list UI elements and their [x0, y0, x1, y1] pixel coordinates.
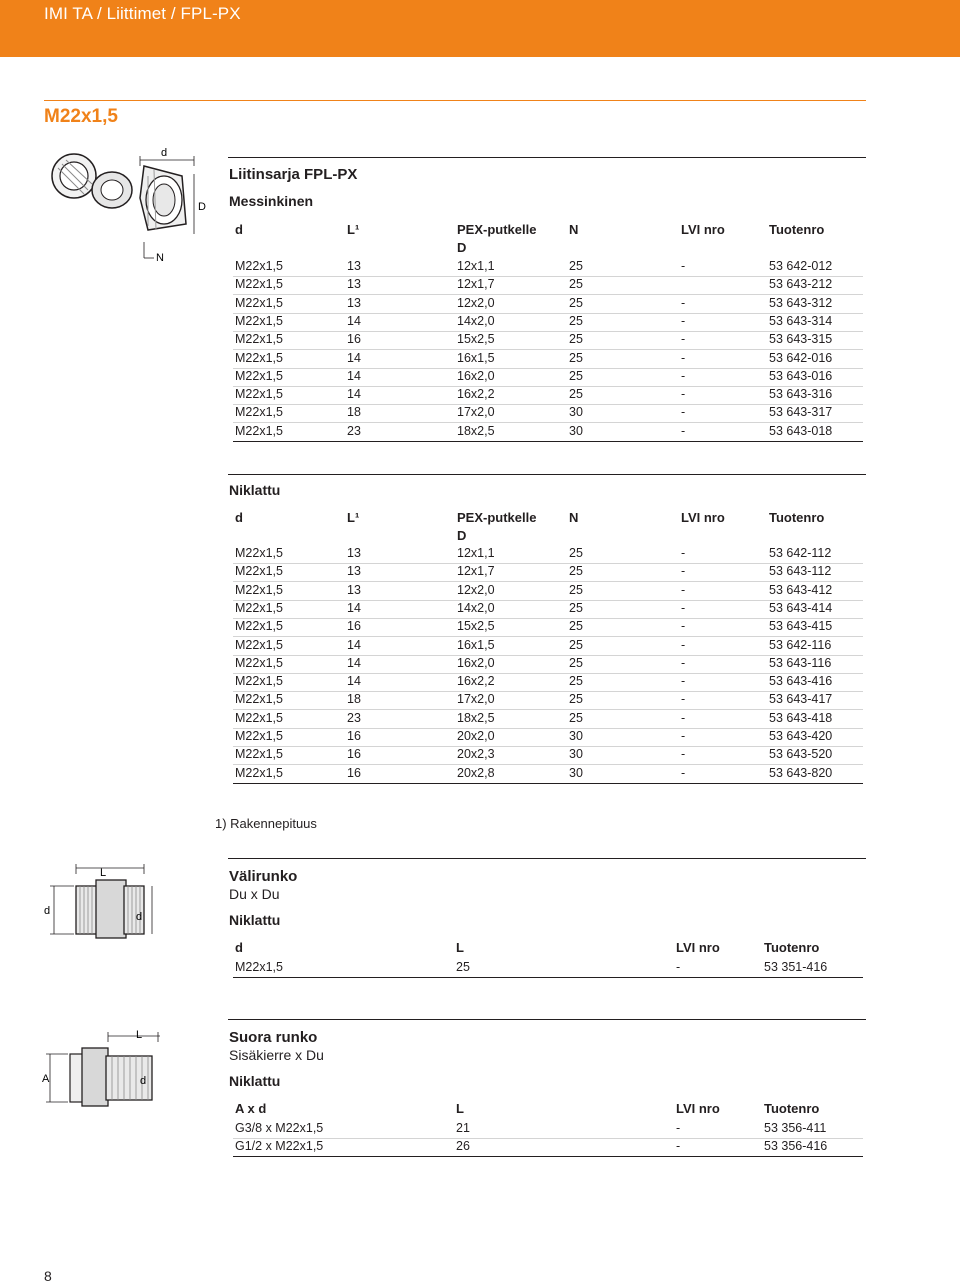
- table-cell: 14: [347, 637, 361, 652]
- table-row: [233, 563, 863, 582]
- table-cell: -: [681, 564, 686, 579]
- table-cell: 12x2,0: [457, 295, 495, 310]
- table-cell: 12x1,7: [457, 564, 495, 579]
- col-pex: PEX-putkelle: [457, 222, 537, 237]
- table-cell: -: [681, 747, 686, 762]
- diagram-label-d-right: d: [136, 911, 143, 923]
- table-cell: -: [681, 368, 686, 383]
- diagram-label-d-left: d: [44, 905, 51, 917]
- table-cell: 16x2,2: [457, 674, 495, 689]
- table-cell: 30: [569, 405, 583, 420]
- table-cell: 13: [347, 295, 361, 310]
- col-tuotenro: Tuotenro: [769, 222, 825, 237]
- table-cell: 53 643-520: [769, 747, 833, 762]
- table-cell: 53 643-316: [769, 387, 833, 402]
- material-label: Niklattu: [229, 482, 281, 498]
- diagram-label-D: D: [198, 201, 206, 213]
- section-subtitle: Sisäkierre x Du: [229, 1047, 324, 1063]
- col-tuotenro: Tuotenro: [764, 940, 820, 955]
- table-cell: -: [681, 313, 686, 328]
- table-cell: 14: [347, 313, 361, 328]
- section-divider: [228, 858, 866, 859]
- table-cell: -: [681, 295, 686, 310]
- table-cell: M22x1,5: [235, 619, 283, 634]
- table-cell: 30: [569, 423, 583, 438]
- table-cell: 16: [347, 332, 361, 347]
- table-cell: M22x1,5: [235, 960, 283, 974]
- section-divider: [228, 157, 866, 158]
- table-cell: 16: [347, 619, 361, 634]
- table-cell: 25: [569, 350, 583, 365]
- table-cell: 25: [569, 387, 583, 402]
- table-cell: 30: [569, 729, 583, 743]
- table-cell: 13: [347, 564, 361, 579]
- col-pex-d: D: [457, 240, 467, 255]
- material-label: Niklattu: [229, 1073, 281, 1089]
- table-cell: 13: [347, 259, 361, 273]
- col-d: d: [235, 510, 243, 525]
- table-row: [233, 331, 863, 350]
- table-row: [233, 673, 863, 692]
- table-cell: M22x1,5: [235, 295, 283, 310]
- table-cell: 53 643-420: [769, 729, 833, 743]
- diagram-label-d: d: [140, 1075, 147, 1087]
- col-tuotenro: Tuotenro: [769, 510, 825, 525]
- valirunko-diagram: [40, 862, 160, 942]
- table-cell: -: [681, 692, 686, 707]
- table-cell: M22x1,5: [235, 747, 283, 762]
- table-cell: M22x1,5: [235, 655, 283, 670]
- table-cell: 25: [569, 564, 583, 579]
- table-cell: 53 351-416: [764, 960, 828, 974]
- table-row: [233, 618, 863, 637]
- table-row: [233, 1138, 863, 1157]
- table-cell: 14: [347, 600, 361, 615]
- table-cell: M22x1,5: [235, 313, 283, 328]
- table-cell: 53 642-016: [769, 350, 833, 365]
- table-cell: 16x2,0: [457, 368, 495, 383]
- table-cell: 53 643-018: [769, 423, 833, 438]
- clamp-ring-icon: [92, 172, 132, 208]
- section-title: Suora runko: [229, 1029, 318, 1046]
- table-cell: 26: [456, 1139, 470, 1154]
- table-cell: 53 643-317: [769, 405, 833, 420]
- table-cell: 30: [569, 765, 583, 780]
- diagram-label-N: N: [156, 252, 164, 262]
- table-cell: 53 643-416: [769, 674, 833, 689]
- fitting-nut-small-icon: [52, 154, 96, 198]
- table-cell: M22x1,5: [235, 350, 283, 365]
- table-cell: 13: [347, 582, 361, 597]
- table-cell: M22x1,5: [235, 368, 283, 383]
- table-row: [233, 746, 863, 765]
- col-pex: PEX-putkelle: [457, 510, 537, 525]
- table-cell: M22x1,5: [235, 405, 283, 420]
- table-cell: M22x1,5: [235, 423, 283, 438]
- table-cell: -: [681, 332, 686, 347]
- table-cell: 25: [569, 313, 583, 328]
- table-cell: -: [681, 655, 686, 670]
- table-cell: -: [681, 765, 686, 780]
- table-cell: M22x1,5: [235, 637, 283, 652]
- table-cell: M22x1,5: [235, 277, 283, 292]
- table-cell: 16: [347, 729, 361, 743]
- table-header: [235, 221, 863, 239]
- table-cell: 53 642-112: [769, 546, 832, 560]
- table-row: [233, 276, 863, 295]
- table-cell: 16x1,5: [457, 350, 495, 365]
- section-divider: [228, 474, 866, 475]
- col-l: L: [456, 1101, 464, 1116]
- table-row: [233, 637, 863, 656]
- table-cell: 18x2,5: [457, 710, 495, 725]
- table-row: [233, 655, 863, 674]
- table-cell: 15x2,5: [457, 332, 495, 347]
- table-cell: 53 643-314: [769, 313, 833, 328]
- table-cell: 25: [569, 600, 583, 615]
- table-header: [235, 509, 863, 527]
- table-cell: 25: [569, 259, 583, 273]
- table-cell: 53 643-412: [769, 582, 833, 597]
- col-lvi: LVI nro: [681, 510, 725, 525]
- table-cell: M22x1,5: [235, 600, 283, 615]
- table-row: [233, 350, 863, 369]
- table-row: [233, 765, 863, 784]
- table-cell: 25: [569, 277, 583, 292]
- table-row: [233, 545, 863, 564]
- table-cell: 53 356-411: [764, 1121, 827, 1135]
- table-cell: -: [676, 1139, 681, 1154]
- diagram-label-L: L: [100, 867, 107, 879]
- table-cell: -: [676, 1121, 681, 1135]
- col-l: L¹: [347, 510, 360, 525]
- table-cell: -: [681, 637, 686, 652]
- table-cell: -: [681, 259, 686, 273]
- table-cell: 12x1,7: [457, 277, 495, 292]
- table-cell: 14: [347, 387, 361, 402]
- table-cell: 16x2,2: [457, 387, 495, 402]
- table-cell: G3/8 x M22x1,5: [235, 1121, 324, 1135]
- diagram-label-d: d: [160, 147, 168, 159]
- table-cell: 25: [569, 368, 583, 383]
- table-row: [233, 313, 863, 332]
- table-cell: 25: [569, 637, 583, 652]
- table-cell: 53 643-112: [769, 564, 832, 579]
- table-cell: M22x1,5: [235, 692, 283, 707]
- table-cell: 21: [456, 1121, 470, 1135]
- table-cell: 53 643-414: [769, 600, 833, 615]
- table-cell: 53 643-315: [769, 332, 833, 347]
- col-d: d: [235, 940, 243, 955]
- table-cell: 53 643-415: [769, 619, 833, 634]
- table-cell: 25: [569, 692, 583, 707]
- table-cell: 13: [347, 546, 361, 560]
- table-row: [233, 404, 863, 423]
- table-cell: M22x1,5: [235, 387, 283, 402]
- table-cell: -: [681, 710, 686, 725]
- section-title: Liitinsarja FPL-PX: [229, 166, 358, 183]
- col-n: N: [569, 510, 579, 525]
- table-cell: 18: [347, 405, 361, 420]
- table-cell: M22x1,5: [235, 729, 283, 743]
- title-divider: [44, 100, 866, 101]
- table-cell: 14x2,0: [457, 600, 495, 615]
- fitting-set-diagram: [44, 146, 216, 262]
- table-cell: M22x1,5: [235, 546, 283, 560]
- table-row: [233, 386, 863, 405]
- table-cell: 53 643-418: [769, 710, 833, 725]
- page-number: 8: [44, 1268, 52, 1284]
- table-cell: G1/2 x M22x1,5: [235, 1139, 324, 1154]
- table-cell: 25: [456, 960, 470, 974]
- material-label: Niklattu: [229, 912, 281, 928]
- section-title: Välirunko: [229, 868, 298, 885]
- table-cell: -: [681, 619, 686, 634]
- table-cell: 12x2,0: [457, 582, 495, 597]
- table-cell: M22x1,5: [235, 582, 283, 597]
- table-row: [233, 258, 863, 277]
- table-cell: 14: [347, 368, 361, 383]
- table-row: [233, 582, 863, 601]
- table-cell: -: [676, 960, 681, 974]
- table-cell: M22x1,5: [235, 259, 283, 273]
- table-cell: 16x1,5: [457, 637, 495, 652]
- table-cell: 30: [569, 747, 583, 762]
- diagram-label-A: A: [42, 1073, 50, 1085]
- col-pex-d: D: [457, 528, 467, 543]
- col-l: L¹: [347, 222, 360, 237]
- table-cell: -: [681, 582, 686, 597]
- breadcrumb: IMI TA / Liittimet / FPL-PX: [44, 4, 241, 23]
- table-row: [233, 368, 863, 387]
- table-cell: 16: [347, 747, 361, 762]
- col-tuotenro: Tuotenro: [764, 1101, 820, 1116]
- table-row: [233, 728, 863, 747]
- table-cell: 23: [347, 423, 361, 438]
- table-cell: 17x2,0: [457, 405, 495, 420]
- table-cell: 25: [569, 295, 583, 310]
- table-cell: 53 642-116: [769, 637, 832, 652]
- table-cell: 17x2,0: [457, 692, 495, 707]
- table-cell: 53 356-416: [764, 1139, 828, 1154]
- table-cell: 20x2,0: [457, 729, 495, 743]
- table-cell: 53 643-116: [769, 655, 832, 670]
- table-cell: M22x1,5: [235, 674, 283, 689]
- table-cell: 20x2,8: [457, 765, 495, 780]
- table-cell: 15x2,5: [457, 619, 495, 634]
- table-cell: 53 643-820: [769, 765, 833, 780]
- table-row: [233, 691, 863, 710]
- table-cell: M22x1,5: [235, 710, 283, 725]
- table-cell: 25: [569, 332, 583, 347]
- col-lvi: LVI nro: [676, 1101, 720, 1116]
- table-cell: M22x1,5: [235, 765, 283, 780]
- table-row: [233, 423, 863, 442]
- section-divider: [228, 1019, 866, 1020]
- table-cell: 14: [347, 674, 361, 689]
- table-cell: 14x2,0: [457, 313, 495, 328]
- table-cell: 25: [569, 546, 583, 560]
- table-row: [233, 600, 863, 619]
- table-header-line2: [235, 239, 863, 257]
- table-cell: M22x1,5: [235, 564, 283, 579]
- page-title: M22x1,5: [44, 106, 118, 127]
- table-cell: -: [681, 387, 686, 402]
- header-bar: [0, 0, 960, 57]
- col-axd: A x d: [235, 1101, 267, 1116]
- table-cell: 14: [347, 350, 361, 365]
- col-lvi: LVI nro: [676, 940, 720, 955]
- table-row: [233, 710, 863, 729]
- table-cell: -: [681, 600, 686, 615]
- table-cell: 18x2,5: [457, 423, 495, 438]
- table-cell: 25: [569, 674, 583, 689]
- table-cell: 25: [569, 582, 583, 597]
- table-cell: 23: [347, 710, 361, 725]
- table-cell: -: [681, 423, 686, 438]
- table-cell: 53 642-012: [769, 259, 833, 273]
- col-lvi: LVI nro: [681, 222, 725, 237]
- diagram-label-L: L: [136, 1030, 143, 1041]
- table-cell: 13: [347, 277, 361, 292]
- table-row: [233, 959, 863, 978]
- table-cell: M22x1,5: [235, 332, 283, 347]
- table-cell: 12x1,1: [457, 546, 495, 560]
- table-cell: 16x2,0: [457, 655, 495, 670]
- table-cell: -: [681, 674, 686, 689]
- table-cell: -: [681, 546, 686, 560]
- table-cell: 53 643-417: [769, 692, 833, 707]
- col-n: N: [569, 222, 579, 237]
- fitting-body-icon: [76, 880, 144, 938]
- table-cell: 25: [569, 710, 583, 725]
- col-l: L: [456, 940, 464, 955]
- section-subtitle: Du x Du: [229, 886, 280, 902]
- fitting-nut-large-icon: [140, 166, 186, 230]
- col-d: d: [235, 222, 243, 237]
- table-cell: 25: [569, 619, 583, 634]
- table-cell: 14: [347, 655, 361, 670]
- table-cell: 16: [347, 765, 361, 780]
- suora-runko-diagram: [40, 1030, 160, 1110]
- table-cell: 53 643-212: [769, 277, 833, 292]
- table-cell: 25: [569, 655, 583, 670]
- table-row: [233, 295, 863, 314]
- table-cell: 20x2,3: [457, 747, 495, 762]
- table-cell: 12x1,1: [457, 259, 495, 273]
- material-label: Messinkinen: [229, 193, 314, 209]
- table-cell: 18: [347, 692, 361, 707]
- table-cell: 53 643-312: [769, 295, 833, 310]
- table-cell: -: [681, 405, 686, 420]
- table-header-line2: [235, 527, 863, 545]
- table-cell: -: [681, 729, 686, 743]
- table-cell: -: [681, 350, 686, 365]
- table-row: [233, 1120, 863, 1139]
- table-cell: 53 643-016: [769, 368, 833, 383]
- footnote: 1) Rakennepituus: [215, 816, 317, 831]
